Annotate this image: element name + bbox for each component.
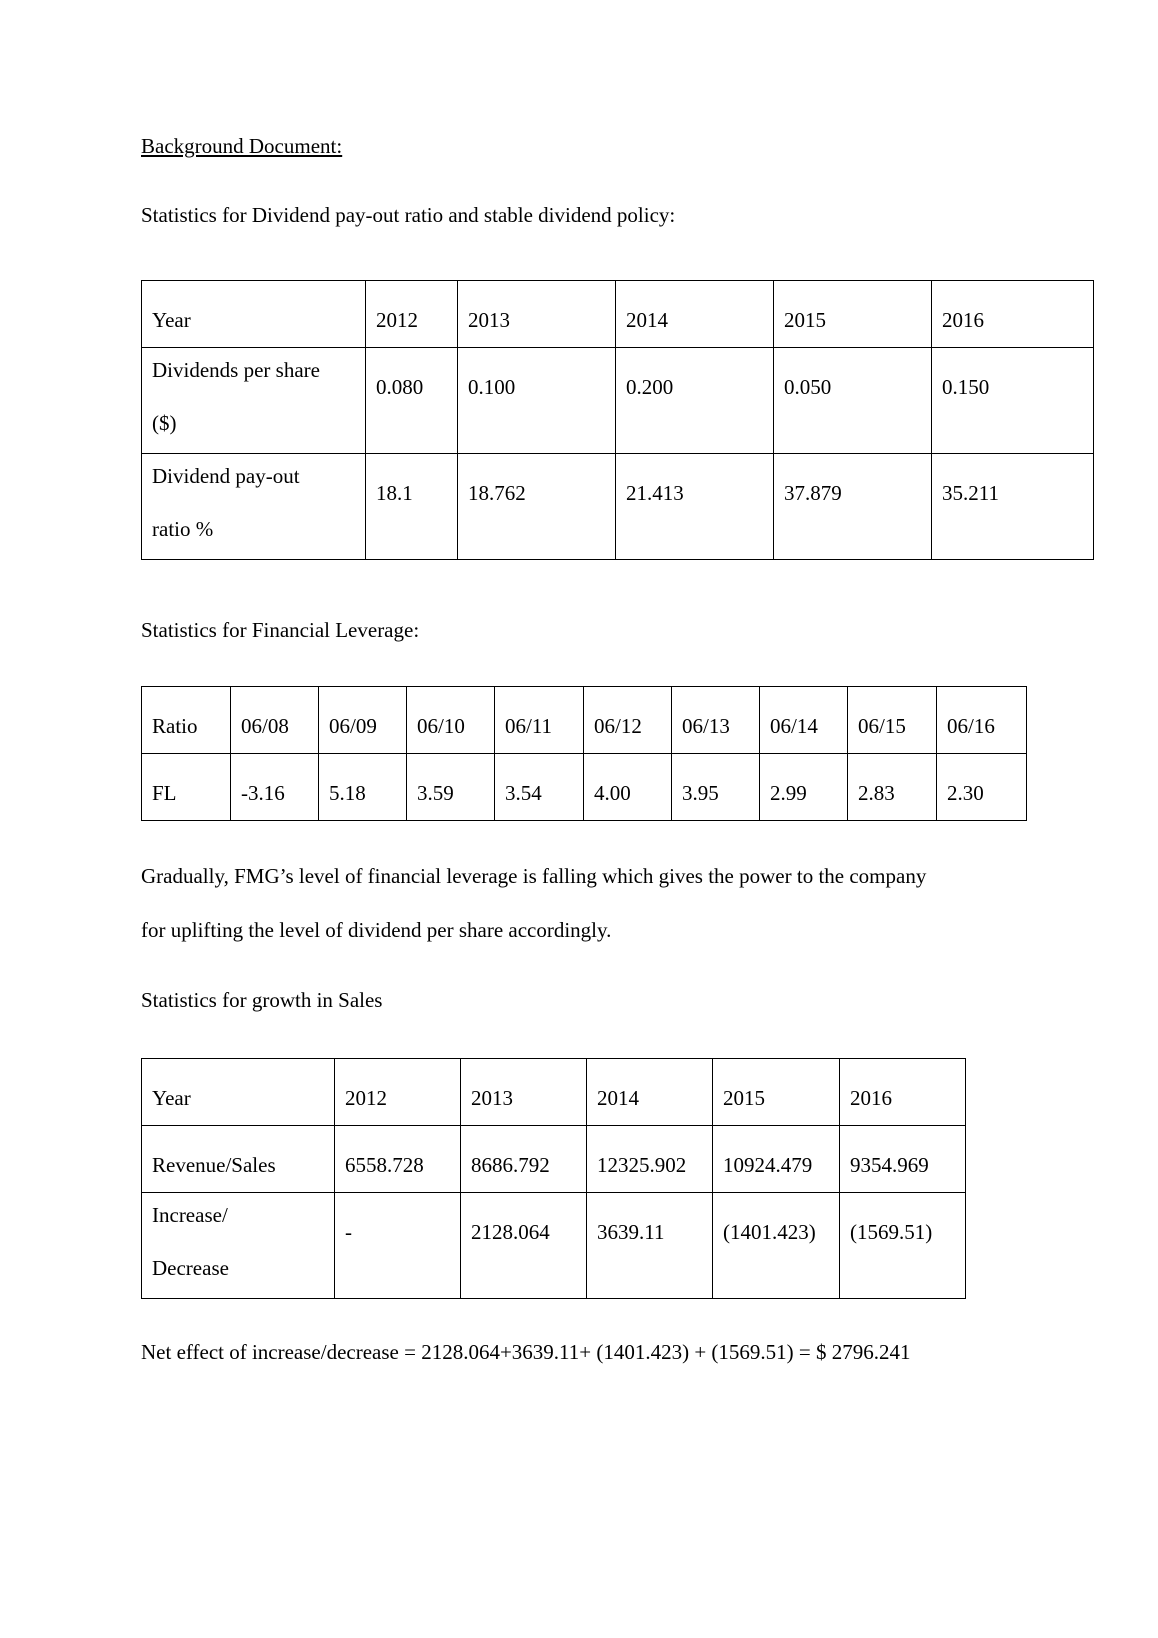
header-cell: 2014 bbox=[616, 281, 774, 348]
value-cell: 18.762 bbox=[458, 454, 616, 560]
header-cell: 2014 bbox=[587, 1059, 713, 1126]
header-cell: 2015 bbox=[774, 281, 932, 348]
sales-table bbox=[141, 1058, 966, 1299]
header-cell: 06/12 bbox=[584, 687, 672, 754]
header-cell: 06/11 bbox=[495, 687, 584, 754]
row-label-cell: Revenue/Sales bbox=[142, 1126, 335, 1193]
value-cell: 3.95 bbox=[672, 754, 760, 821]
header-cell: 2016 bbox=[932, 281, 1094, 348]
header-cell: 06/16 bbox=[937, 687, 1027, 754]
document-heading: Background Document: bbox=[141, 134, 343, 158]
header-cell: 06/14 bbox=[760, 687, 848, 754]
table-row bbox=[142, 1126, 966, 1193]
value-cell: 3639.11 bbox=[587, 1193, 713, 1299]
value-cell: 0.150 bbox=[932, 348, 1094, 454]
value-cell: 0.200 bbox=[616, 348, 774, 454]
header-cell: 2013 bbox=[461, 1059, 587, 1126]
value-cell: 10924.479 bbox=[713, 1126, 840, 1193]
value-cell: 5.18 bbox=[319, 754, 407, 821]
value-cell: 0.080 bbox=[366, 348, 458, 454]
header-cell: 2012 bbox=[366, 281, 458, 348]
paragraph-line: Gradually, FMG’s level of financial leverage is falling which gives the power to the company bbox=[141, 864, 927, 888]
header-cell: Year bbox=[142, 1059, 335, 1126]
value-cell: 21.413 bbox=[616, 454, 774, 560]
row-label-line: Decrease bbox=[152, 1256, 229, 1280]
net-effect-text: Net effect of increase/decrease = 2128.064+3639.11+ (1401.423) + (1569.51) = $ 2796.241 bbox=[141, 1340, 911, 1364]
table-row bbox=[142, 348, 1094, 454]
value-cell: - bbox=[335, 1193, 461, 1299]
value-cell: 2.83 bbox=[848, 754, 937, 821]
value-cell: 4.00 bbox=[584, 754, 672, 821]
table-row bbox=[142, 1059, 966, 1126]
value-cell: -3.16 bbox=[231, 754, 319, 821]
leverage-table bbox=[141, 686, 1027, 821]
header-cell: 2012 bbox=[335, 1059, 461, 1126]
table-row bbox=[142, 687, 1027, 754]
table-row bbox=[142, 754, 1027, 821]
header-cell: 06/10 bbox=[407, 687, 495, 754]
header-cell: 2016 bbox=[840, 1059, 966, 1126]
table-row bbox=[142, 281, 1094, 348]
header-cell: 2015 bbox=[713, 1059, 840, 1126]
value-cell: 12325.902 bbox=[587, 1126, 713, 1193]
row-label-line: Dividends per share bbox=[152, 358, 320, 382]
value-cell: (1569.51) bbox=[840, 1193, 966, 1299]
row-label-line: ratio % bbox=[152, 517, 214, 541]
dividend-section-title: Statistics for Dividend pay-out ratio and stable dividend policy: bbox=[141, 203, 676, 227]
header-cell: 06/08 bbox=[231, 687, 319, 754]
value-cell: 37.879 bbox=[774, 454, 932, 560]
table-row bbox=[142, 454, 1094, 560]
value-cell: 3.54 bbox=[495, 754, 584, 821]
leverage-section-title: Statistics for Financial Leverage: bbox=[141, 618, 420, 642]
value-cell: (1401.423) bbox=[713, 1193, 840, 1299]
header-cell: 06/09 bbox=[319, 687, 407, 754]
header-cell: Year bbox=[142, 281, 366, 348]
value-cell: 8686.792 bbox=[461, 1126, 587, 1193]
value-cell: FL bbox=[142, 754, 231, 821]
header-cell: 06/15 bbox=[848, 687, 937, 754]
dividend-table bbox=[141, 280, 1094, 560]
value-cell: 9354.969 bbox=[840, 1126, 966, 1193]
sales-section-title: Statistics for growth in Sales bbox=[141, 988, 383, 1012]
value-cell: 6558.728 bbox=[335, 1126, 461, 1193]
header-cell: 2013 bbox=[458, 281, 616, 348]
paragraph-line: for uplifting the level of dividend per share accordingly. bbox=[141, 918, 612, 942]
row-label-cell bbox=[142, 454, 366, 560]
value-cell: 2.30 bbox=[937, 754, 1027, 821]
row-label-line: Dividend pay-out bbox=[152, 464, 300, 488]
value-cell: 3.59 bbox=[407, 754, 495, 821]
row-label-cell bbox=[142, 348, 366, 454]
row-label-line: ($) bbox=[152, 411, 177, 435]
row-label-cell bbox=[142, 1193, 335, 1299]
header-cell: 06/13 bbox=[672, 687, 760, 754]
value-cell: 35.211 bbox=[932, 454, 1094, 560]
value-cell: 0.050 bbox=[774, 348, 932, 454]
value-cell: 2128.064 bbox=[461, 1193, 587, 1299]
table-row bbox=[142, 1193, 966, 1299]
value-cell: 0.100 bbox=[458, 348, 616, 454]
value-cell: 18.1 bbox=[366, 454, 458, 560]
value-cell: 2.99 bbox=[760, 754, 848, 821]
row-label-line: Increase/ bbox=[152, 1203, 228, 1227]
header-cell: Ratio bbox=[142, 687, 231, 754]
